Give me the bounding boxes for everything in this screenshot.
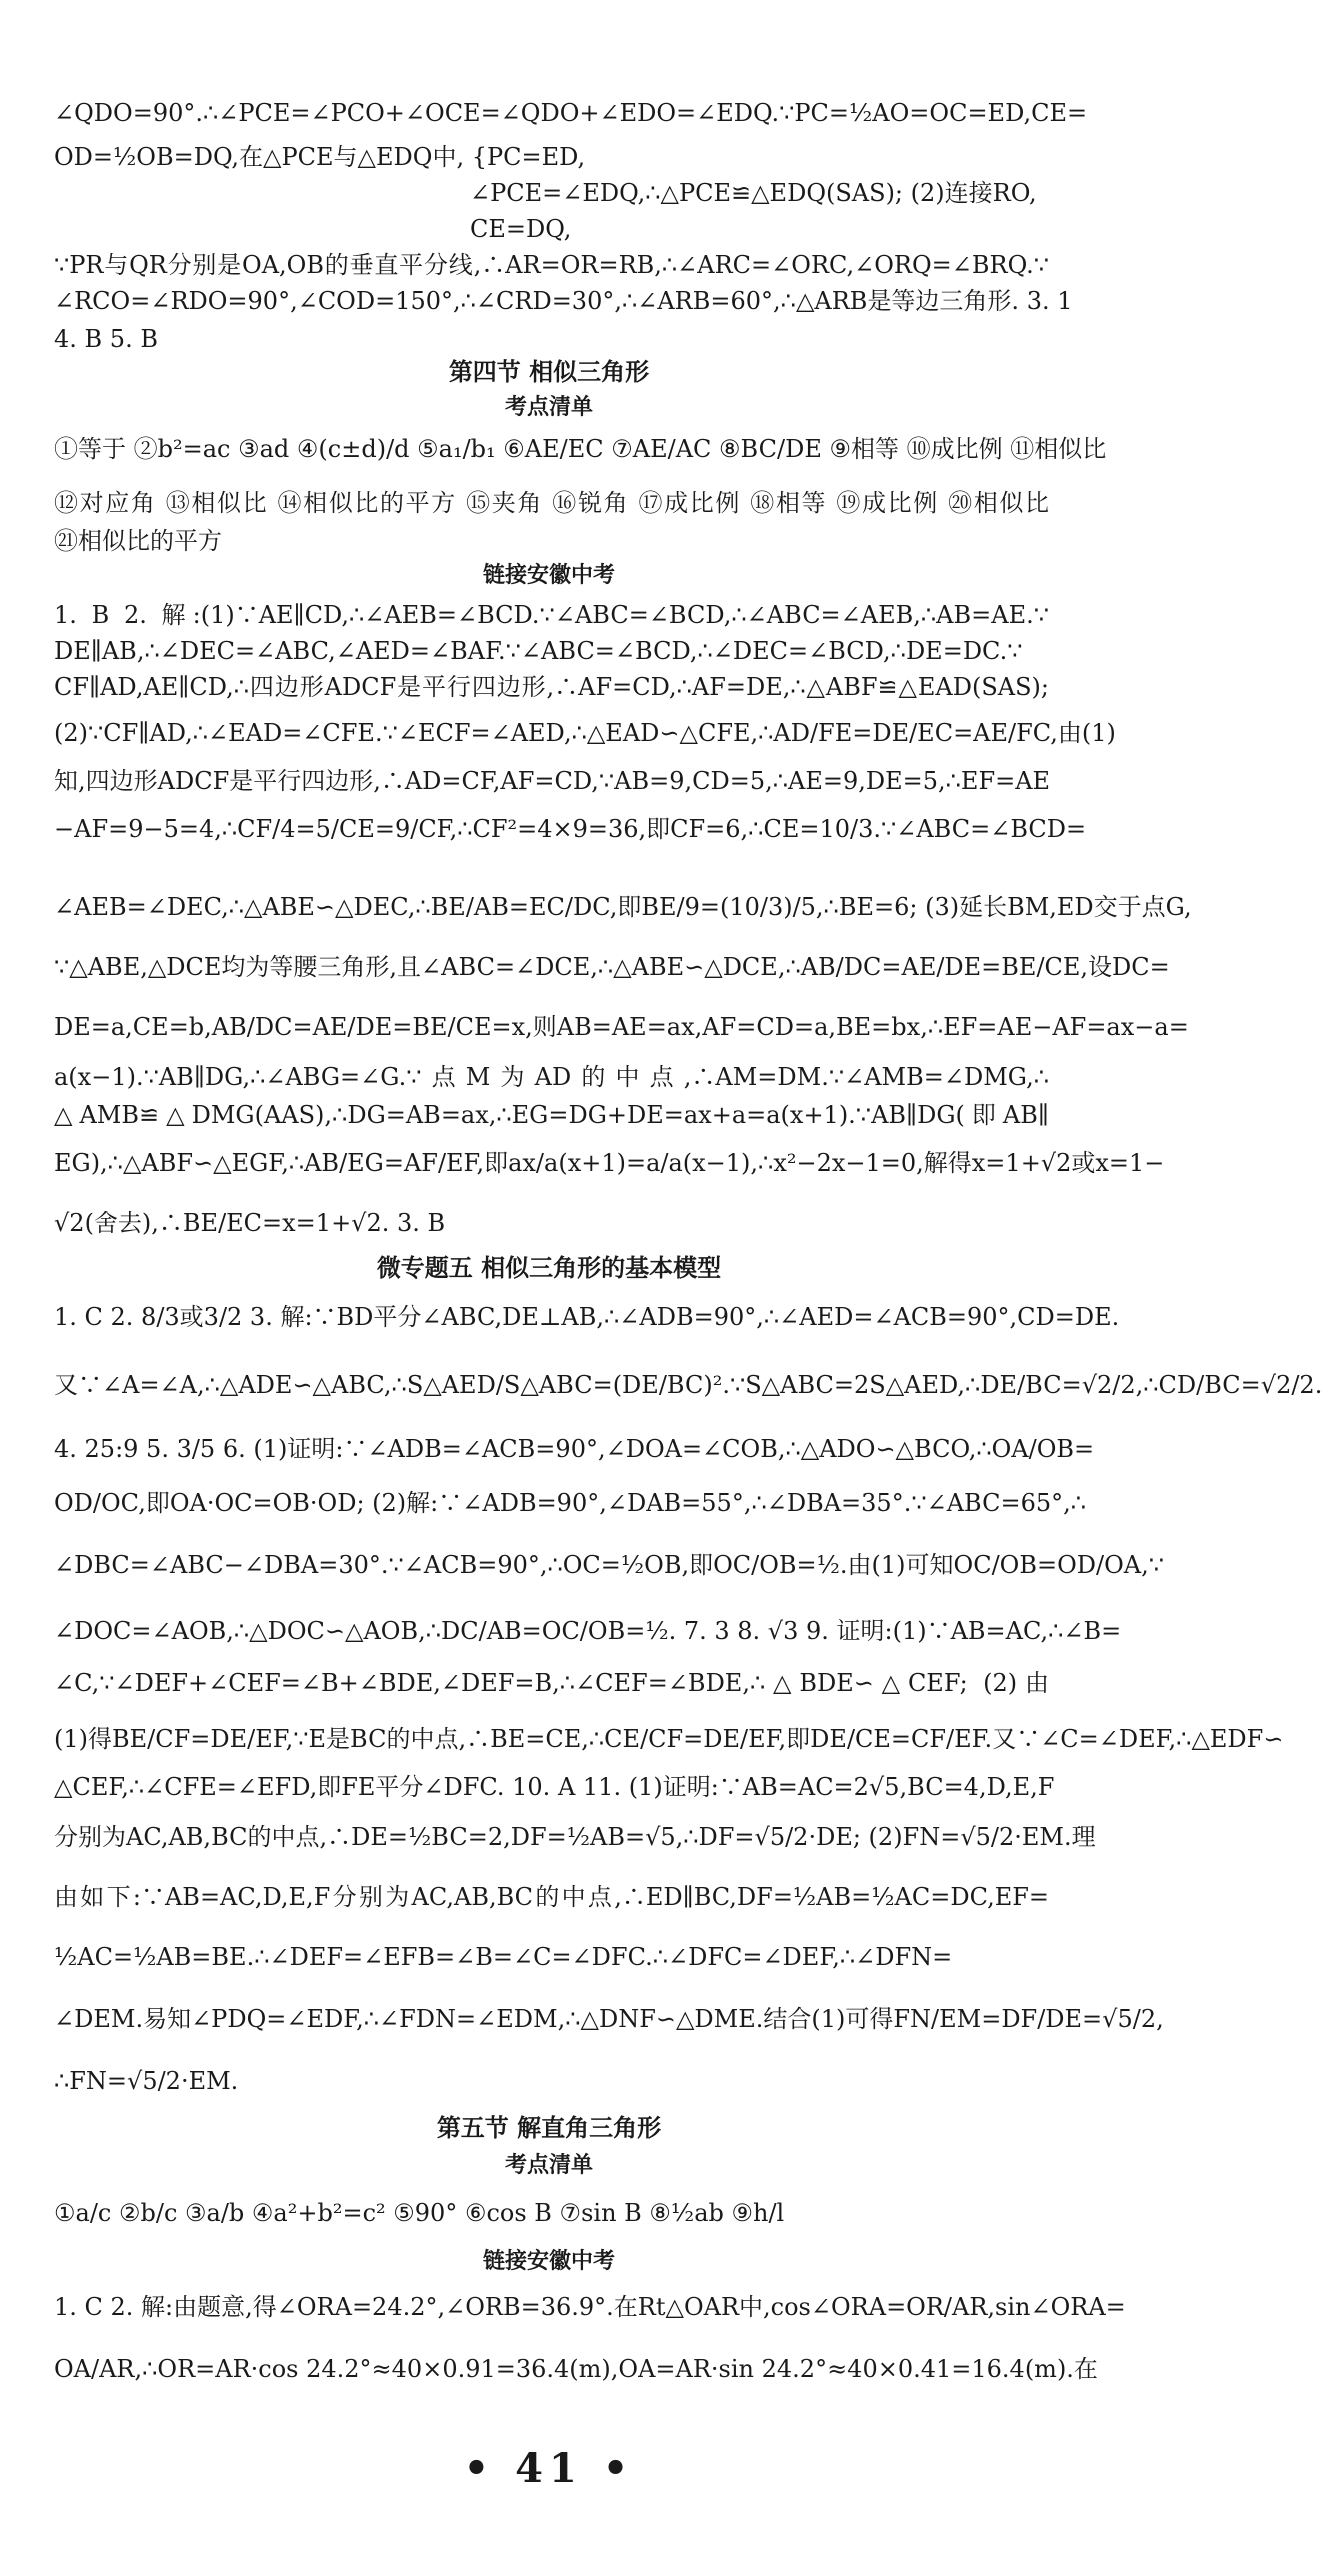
text-line: DE∥AB,∴∠DEC=∠ABC,∠AED=∠BAF.∵∠ABC=∠BCD,∴∠DEC=∠BCD,∴DE=DC.∵ xyxy=(54,637,1023,665)
page-number: • 41 • xyxy=(463,2445,635,2492)
text-line: DE=a,CE=b,AB/DC=AE/DE=BE/CE=x,则AB=AE=ax,AF=CD=a,BE=bx,∴EF=AE−AF=ax−a= xyxy=(54,1013,1189,1041)
text-line: ∠DEM.易知∠PDQ=∠EDF,∴∠FDN=∠EDM,∴△DNF∽△DME.结合(1)可得FN/EM=DF/DE=√5/2, xyxy=(54,2005,1164,2033)
text-line: 4. 25:9 5. 3/5 6. (1)证明:∵∠ADB=∠ACB=90°,∠DOA=∠COB,∴△ADO∽△BCO,∴OA/OB= xyxy=(54,1435,1095,1463)
text-line: △CEF,∴∠CFE=∠EFD,即FE平分∠DFC. 10. A 11. (1)证明:∵AB=AC=2√5,BC=4,D,E,F xyxy=(54,1773,1055,1801)
text-line: ∠RCO=∠RDO=90°,∠COD=150°,∴∠CRD=30°,∴∠ARB=60°,∴△ARB是等边三角形. 3. 1 xyxy=(54,287,1073,315)
text-line: ∠PCE=∠EDQ,∴△PCE≌△EDQ(SAS); (2)连接RO, xyxy=(470,179,1037,207)
text-line: −AF=9−5=4,∴CF/4=5/CE=9/CF,∴CF²=4×9=36,即CF=6,∴CE=10/3.∵∠ABC=∠BCD= xyxy=(54,815,1087,843)
text-line: ∠DOC=∠AOB,∴△DOC∽△AOB,∴DC/AB=OC/OB=½. 7. 3 8. √3 9. 证明:(1)∵AB=AC,∴∠B= xyxy=(54,1617,1122,1645)
text-line: 又∵∠A=∠A,∴△ADE∽△ABC,∴S△AED/S△ABC=(DE/BC)².∵S△ABC=2S△AED,∴DE/BC=√2/2,∴CD/BC=√2/2. xyxy=(54,1371,1322,1399)
text-line: ∵△ABE,△DCE均为等腰三角形,且∠ABC=∠DCE,∴△ABE∽△DCE,∴AB/DC=AE/DE=BE/CE,设DC= xyxy=(54,953,1170,981)
text-line: CE=DQ, xyxy=(470,215,572,243)
text-line: ∠QDO=90°.∴∠PCE=∠PCO+∠OCE=∠QDO+∠EDO=∠EDQ.∵PC=½AO=OC=ED,CE= xyxy=(54,99,1088,127)
subsection-heading: 考点清单 xyxy=(504,2153,593,2178)
subsection-heading: 考点清单 xyxy=(504,395,593,420)
text-line: ①a/c ②b/c ③a/b ④a²+b²=c² ⑤90° ⑥cos B ⑦sin B ⑧½ab ⑨h/l xyxy=(54,2199,785,2227)
text-line: △AMB≌△DMG(AAS),∴DG=AB=ax,∴EG=DG+DE=ax+a=a(x+1).∵AB∥DG(即AB∥ xyxy=(54,1101,1049,1129)
text-line: (1)得BE/CF=DE/EF,∵E是BC的中点,∴BE=CE,∴CE/CF=DE/EF,即DE/CE=CF/EF.又∵∠C=∠DEF,∴△EDF∽ xyxy=(54,1725,1284,1753)
text-line: a(x−1).∵AB∥DG,∴∠ABG=∠G.∵点M为AD的中点,∴AM=DM.∵∠AMB=∠DMG,∴ xyxy=(54,1063,1049,1091)
text-line: ½AC=½AB=BE.∴∠DEF=∠EFB=∠B=∠C=∠DFC.∴∠DFC=∠DEF,∴∠DFN= xyxy=(54,1943,953,1971)
text-line: ∵PR与QR分别是OA,OB的垂直平分线,∴AR=OR=RB,∴∠ARC=∠ORC,∠ORQ=∠BRQ.∵ xyxy=(54,251,1049,279)
text-line: 1. B 2. 解:(1)∵AE∥CD,∴∠AEB=∠BCD.∵∠ABC=∠BCD,∴∠ABC=∠AEB,∴AB=AE.∵ xyxy=(54,601,1049,629)
topic-heading: 微专题五 相似三角形的基本模型 xyxy=(376,1254,722,1282)
text-line: ∴FN=√5/2·EM. xyxy=(54,2067,239,2095)
text-line: EG),∴△ABF∽△EGF,∴AB/EG=AF/EF,即ax/a(x+1)=a/a(x−1),∴x²−2x−1=0,解得x=1+√2或x=1− xyxy=(54,1149,1165,1177)
text-line: OA/AR,∴OR=AR·cos 24.2°≈40×0.91=36.4(m),OA=AR·sin 24.2°≈40×0.41=16.4(m).在 xyxy=(54,2355,1098,2383)
text-line: OD=½OB=DQ,在△PCE与△EDQ中, {PC=ED, xyxy=(54,143,586,171)
text-line: √2(舍去),∴BE/EC=x=1+√2. 3. B xyxy=(54,1209,446,1237)
text-line: 分别为AC,AB,BC的中点,∴DE=½BC=2,DF=½AB=√5,∴DF=√5/2·DE; (2)FN=√5/2·EM.理 xyxy=(54,1823,1096,1851)
text-line: ⑫对应角 ⑬相似比 ⑭相似比的平方 ⑮夹角 ⑯锐角 ⑰成比例 ⑱相等 ⑲成比例 ⑳相似比 xyxy=(54,489,1049,517)
text-line: ∠DBC=∠ABC−∠DBA=30°.∵∠ACB=90°,∴OC=½OB,即OC/OB=½.由(1)可知OC/OB=OD/OA,∵ xyxy=(54,1551,1164,1579)
section-heading: 第四节 相似三角形 xyxy=(448,358,650,386)
subsection-heading: 链接安徽中考 xyxy=(482,563,615,588)
text-line: ∠AEB=∠DEC,∴△ABE∽△DEC,∴BE/AB=EC/DC,即BE/9=(10/3)/5,∴BE=6; (3)延长BM,ED交于点G, xyxy=(54,893,1192,921)
text-line: (2)∵CF∥AD,∴∠EAD=∠CFE.∵∠ECF=∠AED,∴△EAD∽△CFE,∴AD/FE=DE/EC=AE/FC,由(1) xyxy=(54,719,1116,747)
text-line: 1. C 2. 8/3或3/2 3. 解:∵BD平分∠ABC,DE⊥AB,∴∠ADB=90°,∴∠AED=∠ACB=90°,CD=DE. xyxy=(54,1303,1120,1331)
text-line: OD/OC,即OA·OC=OB·OD; (2)解:∵∠ADB=90°,∠DAB=55°,∴∠DBA=35°.∵∠ABC=65°,∴ xyxy=(54,1489,1087,1517)
text-line: ①等于 ②b²=ac ③ad ④(c±d)/d ⑤a₁/b₁ ⑥AE/EC ⑦AE/AC ⑧BC/DE ⑨相等 ⑩成比例 ⑪相似比 xyxy=(54,435,1107,463)
text-line: 由如下:∵AB=AC,D,E,F分别为AC,AB,BC的中点,∴ED∥BC,DF=½AB=½AC=DC,EF= xyxy=(54,1883,1049,1911)
text-line: 1. C 2. 解:由题意,得∠ORA=24.2°,∠ORB=36.9°.在Rt△OAR中,cos∠ORA=OR/AR,sin∠ORA= xyxy=(54,2293,1126,2321)
text-line: 4. B 5. B xyxy=(54,325,158,353)
text-line: 知,四边形ADCF是平行四边形,∴AD=CF,AF=CD,∵AB=9,CD=5,∴AE=9,DE=5,∴EF=AE xyxy=(54,767,1051,795)
subsection-heading: 链接安徽中考 xyxy=(482,2249,615,2274)
text-line: ㉑相似比的平方 xyxy=(54,527,222,555)
section-heading: 第五节 解直角三角形 xyxy=(436,2114,662,2142)
text-line: ∠C,∵∠DEF+∠CEF=∠B+∠BDE,∠DEF=B,∴∠CEF=∠BDE,∴△BDE∽△CEF; (2)由 xyxy=(54,1669,1049,1697)
text-line: CF∥AD,AE∥CD,∴四边形ADCF是平行四边形,∴AF=CD,∴AF=DE,∴△ABF≌△EAD(SAS); xyxy=(54,673,1049,701)
